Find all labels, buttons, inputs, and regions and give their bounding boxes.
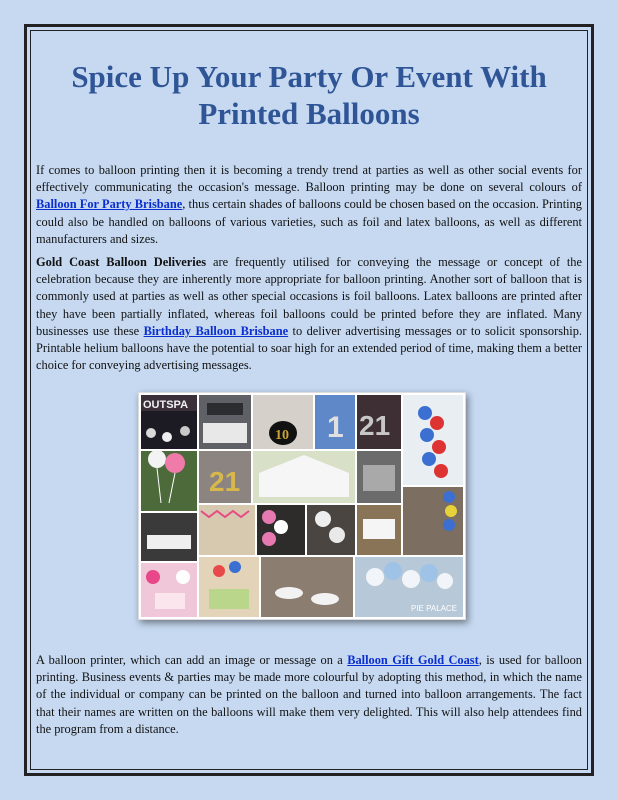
paragraph-gold-coast	[36, 254, 582, 374]
svg-text:21: 21	[209, 466, 241, 497]
paragraph-intro	[36, 162, 582, 248]
link-birthday-balloon-brisbane[interactable]: Birthday Balloon Brisbane	[143, 323, 289, 338]
page-title: Spice Up Your Party Or Event With Printed Balloons	[71, 59, 547, 131]
balloon-photo-collage	[138, 392, 466, 620]
paragraph-text: are frequently utilised for conveying the message or concept of the celebration because they are inherently more appropriate for balloon printing. Another sort of balloon that is commonly used at parties as well as other special occasions is foil balloons. Latex balloons are printed after they have been partially inflated, whereas foil balloons could be printed before they are inflated. Many businesses use these	[36, 255, 582, 338]
paragraph-text: If comes to balloon printing then it is becoming a trendy trend at parties as well as other social events for effectively communicating the occasion's message. Balloon printing may be done on several colours of	[36, 163, 582, 195]
paragraph-text: , thus certain shades of balloons could be chosen based on the occasion. Printing could also be handled on balloons of various varieties, such as foil and latex balloons, as well as different manufacturers and sizes.	[36, 197, 582, 246]
svg-text:10: 10	[275, 428, 289, 443]
bold-phrase: Gold Coast Balloon Deliveries	[36, 255, 207, 269]
paragraph-text: , is used for balloon printing. Business events & parties may be made more colourful by adopting this method, in which the name of the individual or company can be printed on the balloon and turned into balloon arrangements. The fact that their names are written on the balloons will make them very delighted. This will also help attendees find the program from a distance.	[36, 653, 582, 736]
paragraph-text: to deliver advertising messages or to solicit sponsorship. Printable helium balloons have the potential to soar high for an extended period of time, making them a better choice for conveying advertising messages.	[36, 323, 582, 373]
link-balloon-for-party-brisbane[interactable]: Balloon For Party Brisbane	[36, 197, 183, 212]
collage-watermark: PIE PALACE	[411, 604, 458, 613]
number-1-balloon: 1	[327, 411, 344, 444]
paragraph-text: A balloon printer, which can add an image or message on a	[36, 653, 348, 667]
paragraph-balloon-printer	[36, 652, 582, 738]
link-balloon-gift-gold-coast[interactable]: Balloon Gift Gold Coast	[347, 653, 479, 667]
sign-text: OUTSPA	[143, 399, 189, 411]
number-21-foil: 21	[359, 410, 391, 441]
collage-image	[139, 393, 465, 619]
